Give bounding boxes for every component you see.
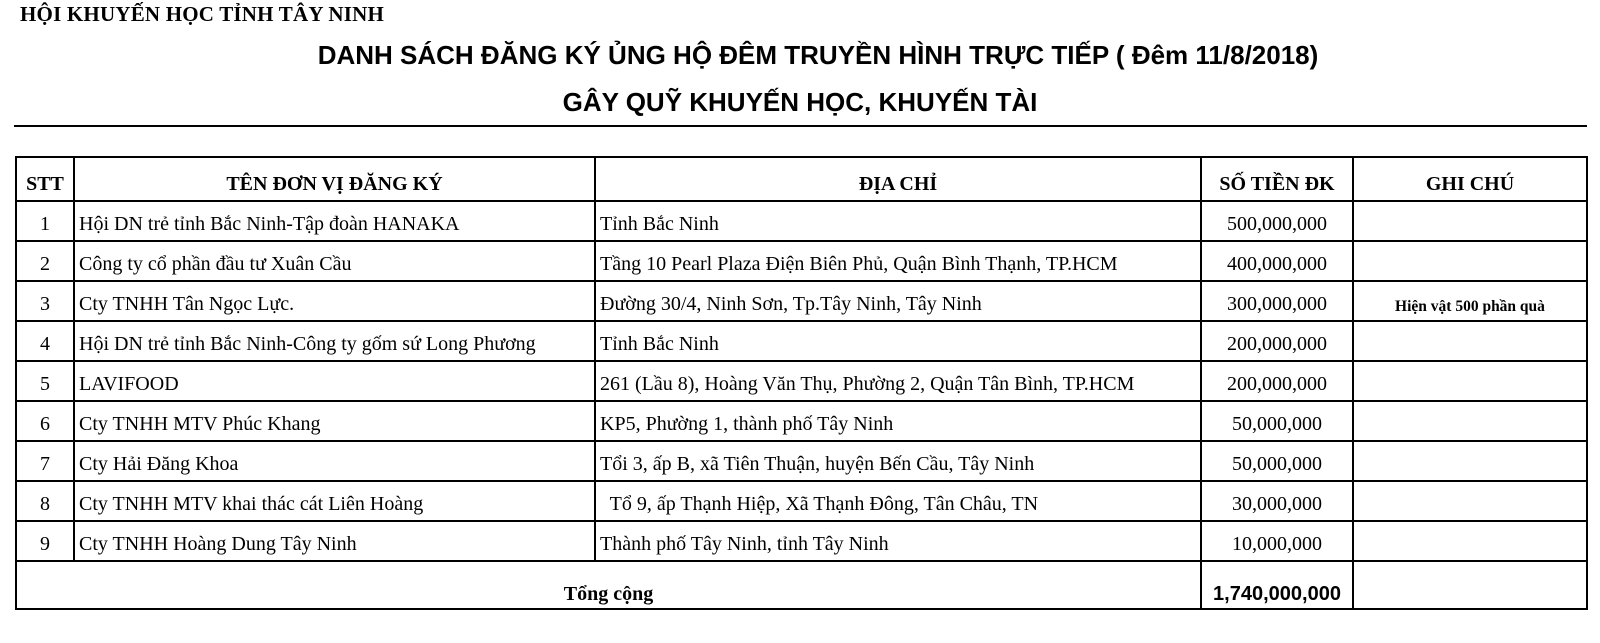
cell-amount: 50,000,000 xyxy=(1201,441,1353,481)
organization-name: HỘI KHUYẾN HỌC TỈNH TÂY NINH xyxy=(20,2,385,26)
cell-note xyxy=(1353,321,1587,361)
table-row xyxy=(16,201,1587,241)
cell-stt: 9 xyxy=(16,521,74,561)
cell-name: LAVIFOOD xyxy=(74,361,595,401)
total-row xyxy=(16,561,1587,609)
table-row xyxy=(16,241,1587,281)
column-header-stt: STT xyxy=(16,157,74,201)
cell-name: Hội DN trẻ tỉnh Bắc Ninh-Tập đoàn HANAKA xyxy=(74,201,595,241)
cell-stt: 8 xyxy=(16,481,74,521)
cell-stt: 5 xyxy=(16,361,74,401)
cell-address: Tổi 3, ấp B, xã Tiên Thuận, huyện Bến Cầu, Tây Ninh xyxy=(595,441,1201,481)
cell-name: Công ty cổ phần đầu tư Xuân Cầu xyxy=(74,241,595,281)
table-body xyxy=(16,201,1587,609)
cell-address: Tỉnh Bắc Ninh xyxy=(595,321,1201,361)
cell-stt: 1 xyxy=(16,201,74,241)
cell-amount: 500,000,000 xyxy=(1201,201,1353,241)
table-row xyxy=(16,441,1587,481)
table-row xyxy=(16,481,1587,521)
column-header-amount: SỐ TIỀN ĐK xyxy=(1201,157,1353,201)
cell-amount: 10,000,000 xyxy=(1201,521,1353,561)
cell-name: Cty TNHH Tân Ngọc Lực. xyxy=(74,281,595,321)
cell-address: Đường 30/4, Ninh Sơn, Tp.Tây Ninh, Tây Ninh xyxy=(595,281,1201,321)
cell-address: Tổ 9, ấp Thạnh Hiệp, Xã Thạnh Đông, Tân Châu, TN xyxy=(595,481,1201,521)
table-row xyxy=(16,321,1587,361)
header-divider xyxy=(14,125,1587,127)
cell-name: Cty TNHH MTV khai thác cát Liên Hoàng xyxy=(74,481,595,521)
cell-address: 261 (Lầu 8), Hoàng Văn Thụ, Phường 2, Quận Tân Bình, TP.HCM xyxy=(595,361,1201,401)
cell-name: Cty TNHH Hoàng Dung Tây Ninh xyxy=(74,521,595,561)
total-label: Tổng cộng xyxy=(16,561,1201,609)
cell-note xyxy=(1353,441,1587,481)
column-header-name: TÊN ĐƠN VỊ ĐĂNG KÝ xyxy=(74,157,595,201)
column-header-address: ĐỊA CHỈ xyxy=(595,157,1201,201)
cell-address: Thành phố Tây Ninh, tỉnh Tây Ninh xyxy=(595,521,1201,561)
cell-stt: 3 xyxy=(16,281,74,321)
donation-table xyxy=(15,156,1588,610)
cell-amount: 400,000,000 xyxy=(1201,241,1353,281)
cell-amount: 50,000,000 xyxy=(1201,401,1353,441)
cell-address: Tầng 10 Pearl Plaza Điện Biên Phủ, Quận Bình Thạnh, TP.HCM xyxy=(595,241,1201,281)
cell-note xyxy=(1353,201,1587,241)
cell-amount: 30,000,000 xyxy=(1201,481,1353,521)
cell-note xyxy=(1353,241,1587,281)
document-title: DANH SÁCH ĐĂNG KÝ ỦNG HỘ ĐÊM TRUYỀN HÌNH TRỰC TIẾP ( Đêm 11/8/2018) xyxy=(317,40,1319,70)
cell-name: Cty TNHH MTV Phúc Khang xyxy=(74,401,595,441)
document-subtitle: GÂY QUỸ KHUYẾN HỌC, KHUYẾN TÀI xyxy=(562,87,1038,117)
table-row xyxy=(16,361,1587,401)
cell-amount: 200,000,000 xyxy=(1201,321,1353,361)
cell-note xyxy=(1353,481,1587,521)
column-header-note: GHI CHÚ xyxy=(1353,157,1587,201)
cell-stt: 2 xyxy=(16,241,74,281)
table-row xyxy=(16,281,1587,321)
cell-note: Hiện vật 500 phần quà xyxy=(1353,281,1587,321)
cell-note xyxy=(1353,401,1587,441)
cell-stt: 6 xyxy=(16,401,74,441)
cell-amount: 300,000,000 xyxy=(1201,281,1353,321)
table-row xyxy=(16,401,1587,441)
cell-amount: 200,000,000 xyxy=(1201,361,1353,401)
cell-stt: 4 xyxy=(16,321,74,361)
table-header-row xyxy=(16,157,1587,201)
cell-name: Hội DN trẻ tỉnh Bắc Ninh-Công ty gốm sứ Long Phương xyxy=(74,321,595,361)
cell-stt: 7 xyxy=(16,441,74,481)
cell-name: Cty Hải Đăng Khoa xyxy=(74,441,595,481)
cell-address: KP5, Phường 1, thành phố Tây Ninh xyxy=(595,401,1201,441)
total-amount: 1,740,000,000 xyxy=(1201,561,1353,609)
total-note xyxy=(1353,561,1587,609)
cell-address: Tỉnh Bắc Ninh xyxy=(595,201,1201,241)
cell-note xyxy=(1353,521,1587,561)
table-row xyxy=(16,521,1587,561)
cell-note xyxy=(1353,361,1587,401)
